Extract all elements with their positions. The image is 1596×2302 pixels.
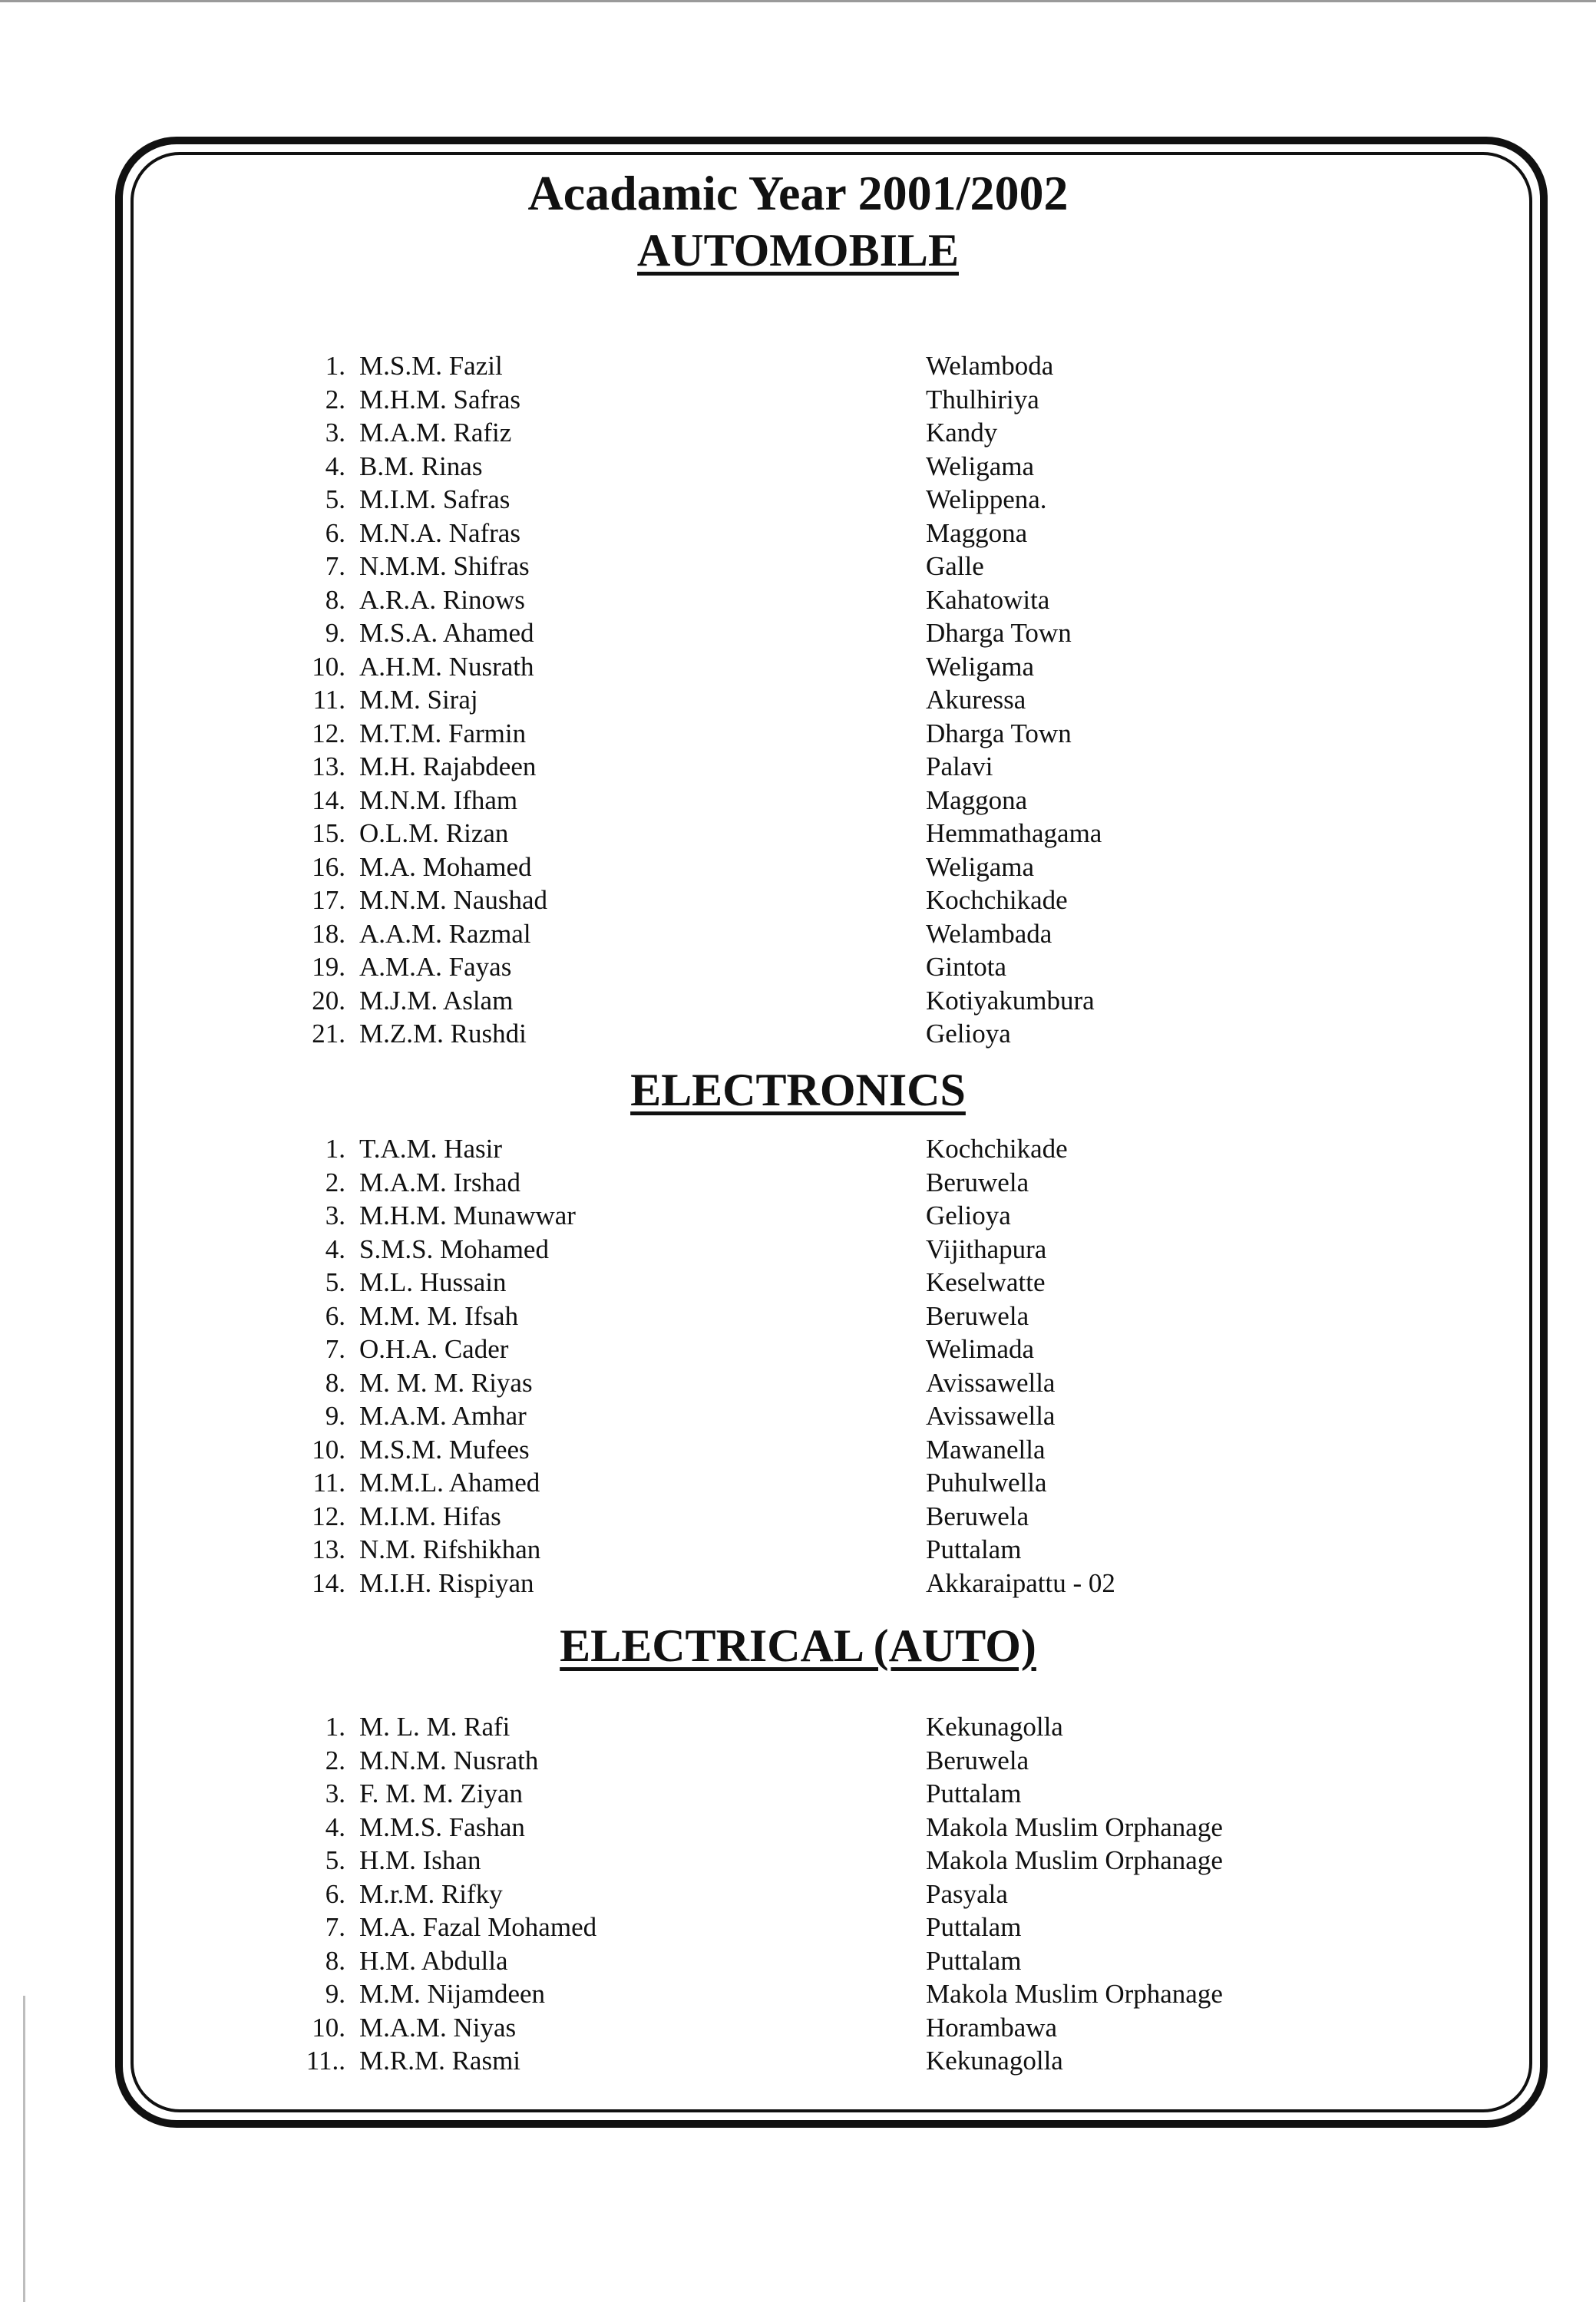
student-name: M.A. Fazal Mohamed — [359, 1912, 597, 1942]
student-hometown: Gintota — [926, 952, 1006, 982]
student-hometown: Dharga Town — [926, 618, 1072, 648]
student-name: H.M. Ishan — [359, 1845, 481, 1875]
student-number: 10. — [312, 651, 345, 682]
student-hometown: Puhulwella — [926, 1468, 1047, 1498]
student-row — [0, 1017, 1596, 1051]
student-row — [0, 1567, 1596, 1600]
student-row — [0, 883, 1596, 917]
student-name: M.M.S. Fashan — [359, 1812, 525, 1842]
student-name: M.A.M. Rafiz — [359, 418, 512, 448]
student-hometown: Makola Muslim Orphanage — [926, 1812, 1223, 1842]
student-number: 1. — [325, 1134, 345, 1164]
student-name: M.I.H. Rispiyan — [359, 1567, 534, 1598]
student-row — [0, 1166, 1596, 1200]
student-row — [0, 2011, 1596, 2045]
student-row — [0, 917, 1596, 951]
student-hometown: Akkaraipattu - 02 — [926, 1567, 1115, 1598]
student-number: 10. — [312, 2012, 345, 2043]
student-number: 21. — [312, 1019, 345, 1049]
student-hometown: Weligama — [926, 451, 1035, 481]
student-name: M.A. Mohamed — [359, 851, 532, 882]
student-name: M.R.M. Rasmi — [359, 2046, 521, 2076]
section-heading-electronics-text: ELECTRONICS — [630, 1065, 966, 1115]
student-hometown: Gelioya — [926, 1201, 1011, 1230]
student-row — [0, 817, 1596, 850]
student-row — [0, 450, 1596, 484]
student-number: 1. — [325, 1712, 345, 1742]
student-hometown: Vijithapura — [926, 1234, 1047, 1264]
roster-electronics — [0, 1132, 1596, 1600]
student-hometown: Beruwela — [926, 1300, 1029, 1331]
student-name: M.N.M. Naushad — [359, 885, 547, 915]
student-hometown: Kahatowita — [926, 584, 1050, 615]
student-row — [0, 1466, 1596, 1500]
student-name: M.I.M. Safras — [359, 484, 511, 514]
student-hometown: Keselwatte — [926, 1267, 1046, 1297]
student-hometown: Gelioya — [926, 1019, 1011, 1049]
student-name: M.Z.M. Rushdi — [359, 1019, 527, 1049]
student-hometown: Beruwela — [926, 1501, 1029, 1531]
student-number: 2. — [325, 384, 345, 414]
student-number: 3. — [325, 418, 345, 448]
student-number: 18. — [312, 918, 345, 949]
student-number: 9. — [325, 1979, 345, 2009]
student-name: M.S.A. Ahamed — [359, 618, 534, 648]
student-row — [0, 1777, 1596, 1811]
student-number: 13. — [312, 1534, 345, 1564]
student-row — [0, 1878, 1596, 1911]
student-hometown: Kekunagolla — [926, 2046, 1063, 2076]
student-number: 3. — [325, 1201, 345, 1230]
student-row — [0, 1399, 1596, 1433]
section-heading-automobile — [0, 223, 1596, 278]
student-row — [0, 483, 1596, 517]
student-name: M.A.M. Amhar — [359, 1401, 527, 1431]
student-number: 4. — [325, 451, 345, 481]
student-number: 4. — [325, 1234, 345, 1264]
student-hometown: Avissawella — [926, 1367, 1056, 1398]
student-number: 1. — [325, 351, 345, 381]
student-name: M.J.M. Aslam — [359, 985, 514, 1016]
student-hometown: Kotiyakumbura — [926, 985, 1095, 1016]
student-row — [0, 984, 1596, 1018]
student-name: A.A.M. Razmal — [359, 918, 531, 949]
student-row — [0, 1233, 1596, 1267]
student-number: 16. — [312, 851, 345, 882]
student-number: 6. — [325, 1878, 345, 1909]
student-row — [0, 1911, 1596, 1944]
student-number: 10. — [312, 1434, 345, 1465]
student-hometown: Horambawa — [926, 2012, 1058, 2043]
student-hometown: Welimada — [926, 1334, 1035, 1364]
student-name: N.M.M. Shifras — [359, 551, 530, 581]
student-hometown: Puttalam — [926, 1534, 1022, 1564]
student-row — [0, 1811, 1596, 1845]
student-number: 11.. — [306, 2046, 345, 2076]
student-name: T.A.M. Hasir — [359, 1134, 502, 1164]
student-hometown: Palavi — [926, 751, 993, 781]
student-number: 3. — [325, 1779, 345, 1808]
roster-electrical-auto — [0, 1710, 1596, 2078]
student-number: 5. — [325, 1845, 345, 1875]
student-name: A.R.A. Rinows — [359, 584, 525, 615]
student-number: 8. — [325, 1945, 345, 1976]
student-number: 12. — [312, 1501, 345, 1531]
student-name: M.M. Nijamdeen — [359, 1979, 546, 2009]
student-row — [0, 683, 1596, 717]
student-number: 12. — [312, 718, 345, 748]
student-number: 20. — [312, 985, 345, 1016]
student-name: M.S.M. Fazil — [359, 351, 503, 381]
student-hometown: Pasyala — [926, 1878, 1008, 1909]
student-hometown: Kochchikade — [926, 885, 1068, 915]
student-row — [0, 1977, 1596, 2011]
student-row — [0, 750, 1596, 784]
student-hometown: Puttalam — [926, 1912, 1022, 1942]
student-row — [0, 550, 1596, 583]
student-number: 11. — [312, 1468, 345, 1498]
student-row — [0, 1433, 1596, 1467]
student-name: M.A.M. Irshad — [359, 1167, 520, 1197]
student-row — [0, 1199, 1596, 1233]
student-name: M.A.M. Niyas — [359, 2012, 517, 2043]
roster-automobile — [0, 349, 1596, 1051]
student-name: O.L.M. Rizan — [359, 818, 509, 848]
student-name: F. M. M. Ziyan — [359, 1779, 524, 1808]
student-row — [0, 1266, 1596, 1300]
student-row — [0, 850, 1596, 884]
student-row — [0, 383, 1596, 417]
student-number: 9. — [325, 618, 345, 648]
student-row — [0, 583, 1596, 617]
student-name: M.L. Hussain — [359, 1267, 507, 1297]
student-name: A.M.A. Fayas — [359, 952, 512, 982]
student-number: 2. — [325, 1745, 345, 1775]
student-number: 17. — [312, 885, 345, 915]
student-name: M. L. M. Rafi — [359, 1712, 511, 1742]
student-number: 7. — [325, 1334, 345, 1364]
student-hometown: Thulhiriya — [926, 384, 1039, 414]
student-name: M.N.A. Nafras — [359, 517, 520, 548]
student-name: B.M. Rinas — [359, 451, 483, 481]
student-name: M.M.L. Ahamed — [359, 1468, 540, 1498]
student-hometown: Akuressa — [926, 685, 1026, 715]
student-number: 5. — [325, 1267, 345, 1297]
student-row — [0, 616, 1596, 650]
student-number: 14. — [312, 784, 345, 815]
student-name: M.M. Siraj — [359, 685, 478, 715]
student-name: H.M. Abdulla — [359, 1945, 508, 1976]
student-hometown: Puttalam — [926, 1945, 1022, 1976]
student-row — [0, 517, 1596, 550]
student-hometown: Kochchikade — [926, 1134, 1068, 1164]
student-hometown: Hemmathagama — [926, 818, 1102, 848]
scan-edge-top — [0, 0, 1596, 2]
student-number: 8. — [325, 1367, 345, 1398]
student-name: O.H.A. Cader — [359, 1334, 509, 1364]
student-row — [0, 1500, 1596, 1534]
student-name: M.H.M. Munawwar — [359, 1201, 576, 1230]
student-name: M.N.M. Ifham — [359, 784, 518, 815]
student-row — [0, 784, 1596, 817]
student-number: 7. — [325, 551, 345, 581]
student-row — [0, 349, 1596, 383]
student-name: M.M. M. Ifsah — [359, 1300, 519, 1331]
student-row — [0, 1366, 1596, 1400]
student-row — [0, 650, 1596, 684]
student-hometown: Makola Muslim Orphanage — [926, 1979, 1223, 2009]
student-number: 11. — [312, 685, 345, 715]
student-row — [0, 1744, 1596, 1778]
student-hometown: Welamboda — [926, 351, 1054, 381]
student-row — [0, 717, 1596, 751]
student-hometown: Avissawella — [926, 1401, 1056, 1431]
student-hometown: Maggona — [926, 517, 1028, 548]
student-hometown: Weligama — [926, 651, 1035, 682]
student-hometown: Makola Muslim Orphanage — [926, 1845, 1223, 1875]
student-name: S.M.S. Mohamed — [359, 1234, 549, 1264]
student-hometown: Kandy — [926, 418, 998, 448]
section-heading-electrical-auto — [0, 1618, 1596, 1673]
student-number: 4. — [325, 1812, 345, 1842]
student-name: M.N.M. Nusrath — [359, 1745, 539, 1775]
student-number: 6. — [325, 1300, 345, 1331]
student-name: M. M. M. Riyas — [359, 1367, 533, 1398]
student-number: 7. — [325, 1912, 345, 1942]
student-row — [0, 1300, 1596, 1333]
student-number: 19. — [312, 952, 345, 982]
student-name: N.M. Rifshikhan — [359, 1534, 541, 1564]
student-hometown: Dharga Town — [926, 718, 1072, 748]
student-hometown: Mawanella — [926, 1434, 1046, 1465]
student-hometown: Galle — [926, 551, 984, 581]
student-hometown: Kekunagolla — [926, 1712, 1063, 1742]
student-hometown: Beruwela — [926, 1167, 1029, 1197]
student-number: 5. — [325, 484, 345, 514]
student-number: 2. — [325, 1167, 345, 1197]
student-row — [0, 416, 1596, 450]
student-hometown: Puttalam — [926, 1779, 1022, 1808]
student-row — [0, 1944, 1596, 1978]
student-hometown: Welambada — [926, 918, 1052, 949]
student-row — [0, 950, 1596, 984]
student-name: M.S.M. Mufees — [359, 1434, 530, 1465]
student-hometown: Welippena. — [926, 484, 1047, 514]
student-name: M.H. Rajabdeen — [359, 751, 537, 781]
student-number: 8. — [325, 584, 345, 615]
student-row — [0, 1710, 1596, 1744]
student-name: A.H.M. Nusrath — [359, 651, 534, 682]
section-heading-automobile-text: AUTOMOBILE — [637, 225, 959, 276]
student-row — [0, 1333, 1596, 1366]
student-number: 15. — [312, 818, 345, 848]
section-heading-electronics — [0, 1062, 1596, 1118]
student-name: M.H.M. Safras — [359, 384, 520, 414]
student-row — [0, 2044, 1596, 2078]
student-row — [0, 1844, 1596, 1878]
student-number: 9. — [325, 1401, 345, 1431]
student-hometown: Maggona — [926, 784, 1028, 815]
student-name: M.T.M. Farmin — [359, 718, 527, 748]
student-number: 6. — [325, 517, 345, 548]
student-hometown: Weligama — [926, 851, 1035, 882]
section-heading-electrical-auto-text: ELECTRICAL (AUTO) — [560, 1620, 1036, 1671]
page-title: Acadamic Year 2001/2002 — [527, 166, 1069, 220]
student-number: 14. — [312, 1567, 345, 1598]
student-name: M.r.M. Rifky — [359, 1878, 503, 1909]
student-row — [0, 1533, 1596, 1567]
student-name: M.I.M. Hifas — [359, 1501, 501, 1531]
student-number: 13. — [312, 751, 345, 781]
student-hometown: Beruwela — [926, 1745, 1029, 1775]
student-row — [0, 1132, 1596, 1166]
